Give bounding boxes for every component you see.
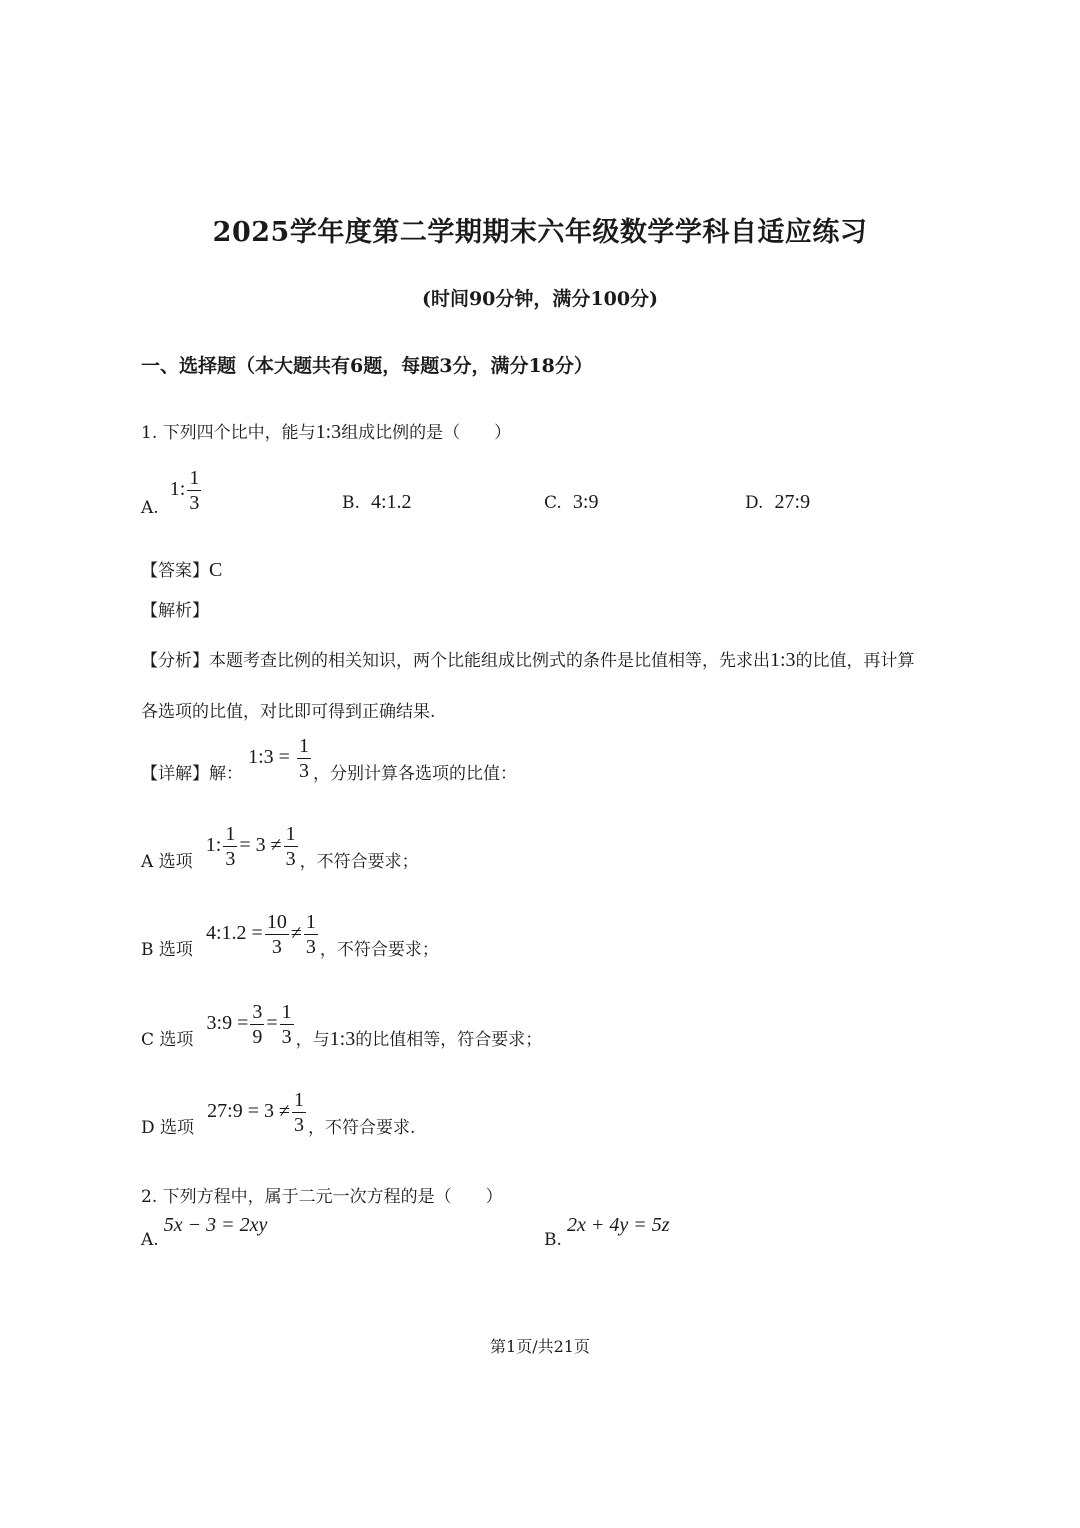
analysis-ratio: 1:3: [770, 649, 796, 671]
option-d-expr: 27:9: [774, 491, 811, 513]
detail-option-a-text: ，不符合要求；: [299, 852, 419, 872]
question-1-stem: [141, 418, 511, 444]
option-c: [544, 491, 598, 514]
page-subtitle: (时间90分钟，满分100分): [421, 288, 659, 310]
detail-option-c: [141, 1002, 542, 1051]
detail-option-c-fraction-2: [280, 1002, 294, 1047]
detail-text: ，分别计算各选项的比值：: [313, 764, 518, 784]
detail-fraction: [297, 736, 311, 781]
fraction-numerator: 1: [293, 1089, 304, 1111]
fraction-numerator: 3: [252, 1001, 263, 1023]
fraction-denominator: 9: [252, 1026, 263, 1048]
detail-option-c-text: ，与: [295, 1030, 330, 1050]
question-1-stem-tail: 组成比例的是（ ）: [341, 423, 512, 443]
fraction-denominator: 3: [293, 1114, 304, 1136]
detail-option-d-fraction: [292, 1090, 306, 1135]
question-1-stem-text: 1. 下列四个比中，能与: [141, 423, 316, 443]
detail-option-c-text-tail: 的比值相等，符合要求；: [355, 1030, 543, 1050]
jiexi-label: 【解析】: [141, 601, 209, 621]
detail-option-b-fraction-2: [304, 912, 318, 957]
detail-option-b-fraction-1: [265, 912, 289, 957]
detail-option-c-lhs: 3:9 =: [206, 1012, 249, 1034]
fraction-numerator: 1: [189, 467, 200, 489]
option-d: [745, 491, 810, 514]
question-2-stem: 2. 下列方程中，属于二元一次方程的是（ ）: [141, 1187, 503, 1207]
fraction-numerator: 1: [281, 1001, 292, 1023]
detail-option-b-text: ，不符合要求；: [319, 940, 439, 960]
analysis-line-2: 各选项的比值，对比即可得到正确结果.: [141, 702, 436, 722]
detail-option-a-lhs: 1:: [205, 834, 222, 856]
detail-option-c-ratio: 1:3: [329, 1028, 356, 1050]
detail-line: [141, 736, 517, 784]
fraction-denominator: 3: [189, 492, 200, 514]
question-1-ratio: 1:3: [315, 421, 342, 443]
fraction-numerator: 1: [299, 735, 310, 757]
q2-option-a-letter: A.: [141, 1230, 159, 1250]
analysis-line-1: [141, 646, 915, 672]
detail-option-c-fraction-1: [250, 1002, 264, 1047]
detail-option-a-fraction-1: [223, 824, 237, 869]
fraction-denominator: 3: [225, 848, 236, 870]
fraction-numerator: 1: [305, 911, 316, 933]
option-a-fraction: [187, 468, 201, 513]
section-heading: 一、选择题（本大题共有6题，每题3分，满分18分）: [141, 355, 593, 377]
answer-value: C: [209, 559, 223, 581]
option-a-lhs: 1:: [169, 478, 186, 500]
detail-option-d-text: ，不符合要求.: [307, 1118, 416, 1138]
fraction-numerator: 10: [266, 911, 287, 933]
fraction-denominator: 3: [281, 1026, 292, 1048]
option-a: [141, 468, 203, 518]
option-a-letter: A.: [141, 498, 159, 518]
detail-label: 【详解】解：: [141, 764, 243, 784]
detail-option-a-mid: = 3 ≠: [239, 834, 282, 856]
fraction-denominator: 3: [299, 760, 310, 782]
fraction-denominator: 3: [285, 848, 296, 870]
analysis-label: 【分析】: [141, 651, 209, 671]
fraction-numerator: 1: [225, 823, 236, 845]
detail-option-b-lhs: 4:1.2 =: [206, 922, 263, 944]
detail-option-a-fraction-2: [284, 824, 298, 869]
detail-option-a-label: A 选项: [141, 852, 193, 872]
fraction-numerator: 1: [285, 823, 296, 845]
detail-lhs: 1:3 =: [248, 746, 290, 768]
q2-option-a: [141, 1214, 267, 1250]
q2-option-a-expr: 5x − 3 = 2xy: [163, 1214, 268, 1236]
answer-label: 【答案】: [141, 561, 209, 581]
detail-option-c-mid: =: [266, 1012, 278, 1034]
detail-option-c-label: C 选项: [141, 1030, 194, 1050]
detail-option-b-mid: ≠: [290, 922, 302, 944]
analysis-text: 本题考查比例的相关知识，两个比能组成比例式的条件是比值相等，先求出: [209, 651, 770, 671]
option-c-expr: 3:9: [572, 491, 599, 513]
fraction-denominator: 3: [305, 936, 316, 958]
option-b-expr: 4:1.2: [371, 491, 412, 513]
q2-option-b-letter: B.: [544, 1230, 562, 1250]
page-number: 第1页/共21页: [490, 1337, 590, 1356]
option-d-letter: D.: [745, 493, 764, 513]
fraction-denominator: 3: [271, 936, 282, 958]
q2-option-b-expr: 2x + 4y = 5z: [567, 1214, 670, 1236]
detail-option-d-lhs: 27:9 = 3 ≠: [207, 1100, 290, 1122]
analysis-text-tail: 的比值，再计算: [795, 651, 915, 671]
detail-option-b-label: B 选项: [141, 940, 193, 960]
detail-option-b: [141, 912, 439, 960]
answer-line: [141, 556, 222, 582]
option-c-letter: C.: [544, 493, 562, 513]
option-b: [342, 491, 412, 514]
page-title: 2025学年度第二学期期末六年级数学学科自适应练习: [212, 217, 868, 248]
detail-option-d-label: D 选项: [141, 1118, 195, 1138]
detail-option-a: [141, 824, 419, 872]
q2-option-b: [544, 1214, 670, 1250]
detail-option-d: [141, 1090, 415, 1138]
option-b-letter: B.: [342, 493, 360, 513]
